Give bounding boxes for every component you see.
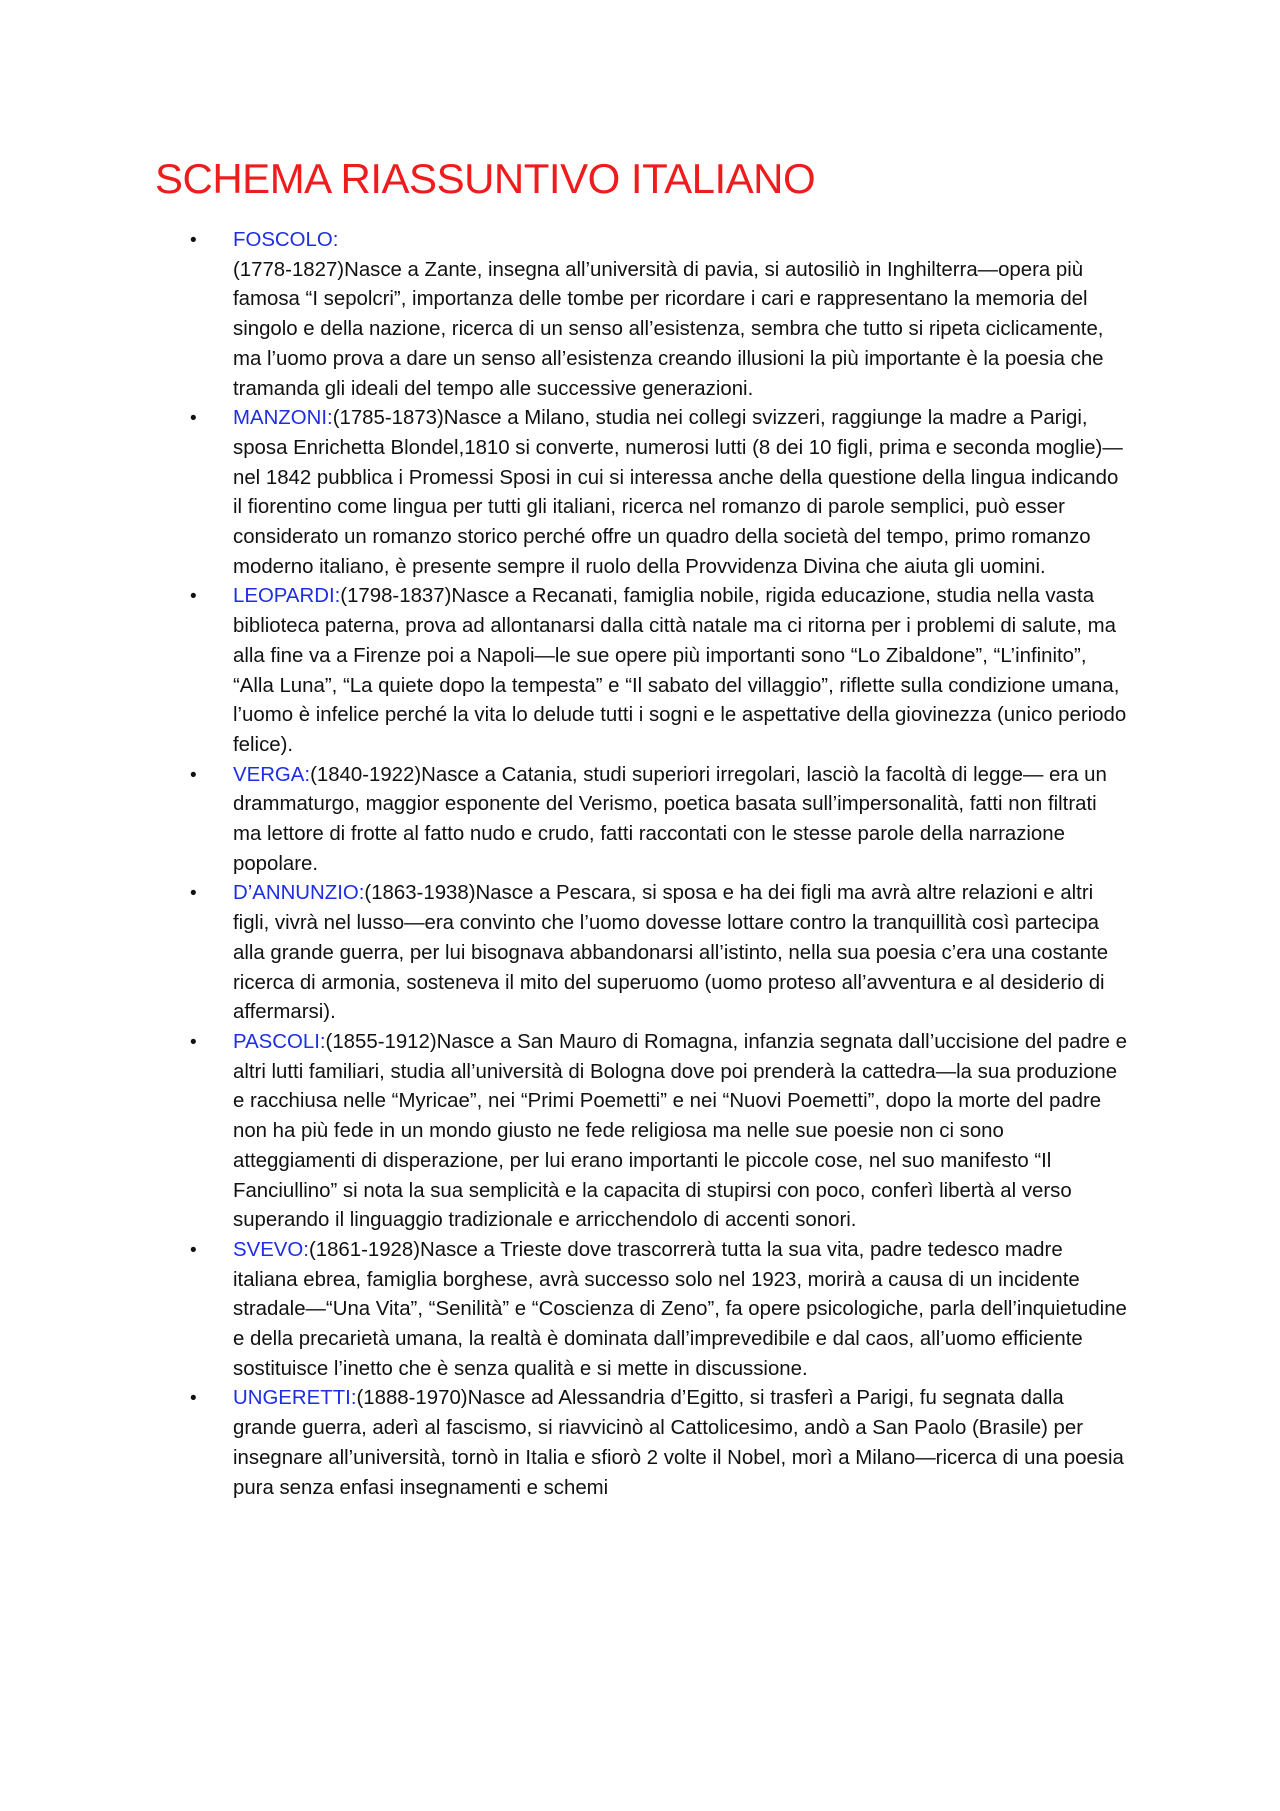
bullet-icon: • xyxy=(190,408,197,430)
bullet-icon: • xyxy=(190,883,197,905)
list-item-foscolo xyxy=(0,226,1130,404)
author-name: MANZONI: xyxy=(233,407,333,430)
author-summary: (1888-1970)Nasce ad Alessandria d’Egitto, si trasferì a Parigi, fu segnata dalla grande guerra, aderì al fascismo, si riavvicinò al Cattolicesimo, andò a San Paolo (Brasile) per insegnare all’università, tornò in Italia e sfiorò 2 volte il Nobel, morì a Milano—ricerca di una poesia pura senza enfasi insegnamenti e schemi xyxy=(233,1387,1124,1499)
bullet-icon: • xyxy=(190,1388,197,1410)
list-item-manzoni xyxy=(0,404,1130,582)
author-summary: (1863-1938)Nasce a Pescara, si sposa e ha dei figli ma avrà altre relazioni e altri figli, vivrà nel lusso—era convinto che l’uomo dovesse lottare contro la tranquillità così partecipa alla grande guerra, per lui bisognava abbandonarsi all’istinto, nella sua poesia c’era una costante ricerca di armonia, sosteneva il mito del superuomo (uomo proteso all’avventura e al desiderio di affermarsi). xyxy=(233,882,1109,1024)
list-item-dannunzio xyxy=(0,879,1130,1028)
list-item-ungeretti xyxy=(0,1384,1130,1503)
page-title: SCHEMA RIASSUNTIVO ITALIANO xyxy=(155,155,816,202)
author-name: FOSCOLO: xyxy=(233,229,339,251)
list-item-verga xyxy=(0,761,1130,880)
author-name: LEOPARDI: xyxy=(233,585,341,608)
author-name: UNGERETTI: xyxy=(233,1387,357,1410)
list-item-svevo xyxy=(0,1236,1130,1385)
author-list xyxy=(0,226,1280,1503)
author-summary: (1840-1922)Nasce a Catania, studi superiori irregolari, lasciò la facoltà di legge— era un drammaturgo, maggior esponente del Verismo, poetica basata sull’impersonalità, fatti non filtrati ma lettore di frotte al fatto nudo e crudo, fatti raccontati con le stesse parole della narrazione popolare. xyxy=(233,763,1107,875)
author-summary: (1778-1827)Nasce a Zante, insegna all’università di pavia, si autosiliò in Inghilterra—opera più famosa “I sepolcri”, importanza delle tombe per ricordare i cari e rappresentano la memoria del singolo e della nazione, ricerca di un senso all’esistenza, sembra che tutto si ripeta ciclicamente, ma l’uomo prova a dare un senso all’esistenza creando illusioni la più importante è la poesia che tramanda gli ideali del tempo alle successive generazioni. xyxy=(233,258,1104,400)
list-item-leopardi xyxy=(0,582,1130,760)
bullet-icon: • xyxy=(190,1239,197,1261)
author-name: SVEVO: xyxy=(233,1238,309,1261)
author-summary: (1855-1912)Nasce a San Mauro di Romagna, infanzia segnata dall’uccisione del padre e altri lutti familiari, studia all’università di Bologna dove poi prenderà la cattedra—la sua produzione e racchiusa nelle “Myricae”, nei “Primi Poemetti” e nei “Nuovi Poemetti”, dopo la morte del padre non ha più fede in un mondo giusto ne fede religiosa ma nelle sue poesie non ci sono atteggiamenti di disperazione, per lui erano importanti le piccole cose, nel suo manifesto “Il Fanciullino” si nota la sua semplicità e la capacita di stupirsi con poco, conferì libertà al verso superando il linguaggio tradizionale e arricchendolo di accenti sonori. xyxy=(233,1030,1127,1232)
author-name: VERGA: xyxy=(233,763,311,786)
author-summary: (1798-1837)Nasce a Recanati, famiglia nobile, rigida educazione, studia nella vasta biblioteca paterna, prova ad allontanarsi dalla città natale ma ci ritorna per i problemi di salute, ma alla fine va a Firenze poi a Napoli—le sue opere più importanti sono “Lo Zibaldone”, “L’infinito”, “Alla Luna”, “La quiete dopo la tempesta” e “Il sabato del villaggio”, riflette sulla condizione umana, l’uomo è infelice perché la vita lo delude tutti i sogni e le aspettative della giovinezza (unico periodo felice). xyxy=(233,585,1127,756)
bullet-icon: • xyxy=(190,764,197,786)
list-item-pascoli xyxy=(0,1028,1130,1236)
author-summary: (1785-1873)Nasce a Milano, studia nei collegi svizzeri, raggiunge la madre a Parigi, sposa Enrichetta Blondel,1810 si converte, numerosi lutti (8 dei 10 figli, prima e seconda moglie)— nel 1842 pubblica i Promessi Sposi in cui si interessa anche della questione della lingua indicando il fiorentino come lingua per tutti gli italiani, ricerca nel romanzo di parole semplici, può esser considerato un romanzo storico perché offre un quadro della società del tempo, primo romanzo moderno italiano, è presente sempre il ruolo della Provvidenza Divina che aiuta gli uomini. xyxy=(233,407,1123,578)
bullet-icon: • xyxy=(190,586,197,608)
author-name: D’ANNUNZIO: xyxy=(233,882,365,905)
bullet-icon: • xyxy=(190,230,197,251)
bullet-icon: • xyxy=(190,1031,197,1053)
author-name: PASCOLI: xyxy=(233,1030,326,1053)
author-summary: (1861-1928)Nasce a Trieste dove trascorrerà tutta la sua vita, padre tedesco madre italiana ebrea, famiglia borghese, avrà successo solo nel 1923, morirà a causa di un incidente stradale—“Una Vita”, “Senilità” e “Coscienza di Zeno”, fa opere psicologiche, parla dell’inquietudine e della precarietà umana, la realtà è dominata dall’imprevedibile e dal caos, all’uomo efficiente sostituisce l’inetto che è senza qualità e si mette in discussione. xyxy=(233,1238,1127,1380)
